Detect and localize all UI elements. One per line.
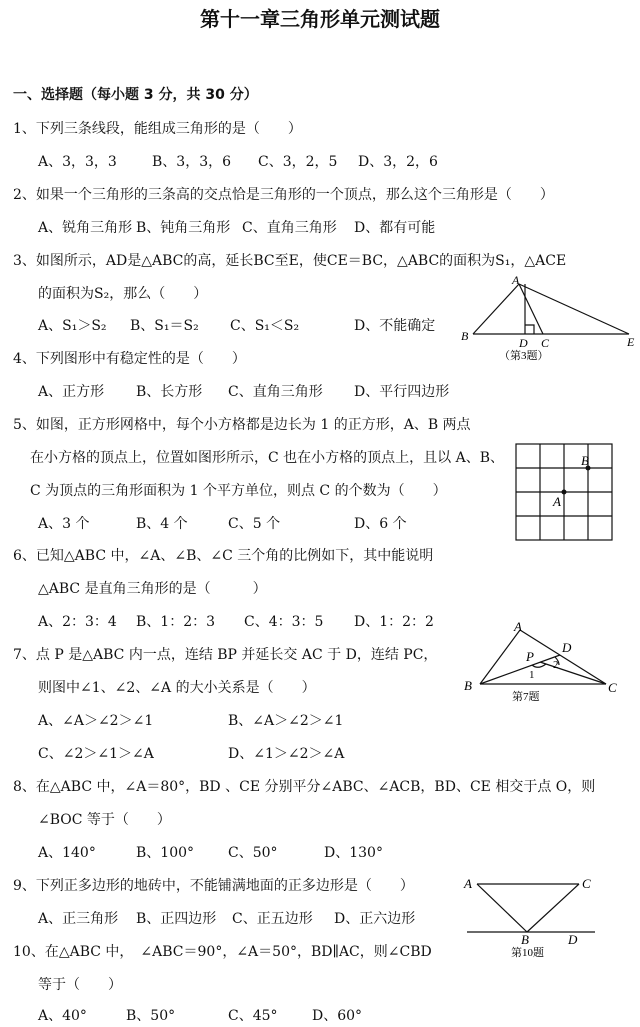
question-10-stem-line-1: 10、在△ABC 中， ∠ABC＝90°，∠A＝50°，BD∥AC，则∠CBD <box>13 944 432 960</box>
page-title: 第十一章三角形单元测试题 <box>200 7 440 31</box>
question-10-option-c: C、45° <box>228 1008 278 1024</box>
question-7-option-b: B、∠A＞∠2＞∠1 <box>228 713 344 729</box>
fig7-angle-1: 1 <box>529 669 535 681</box>
fig3-label-e: E <box>627 335 635 349</box>
question-9-option-d: D、正六边形 <box>334 911 416 927</box>
question-7-stem-line-2: 则图中∠1、∠2、∠A 的大小关系是（ ） <box>38 680 316 696</box>
question-5-stem-line-2: 在小方格的顶点上，位置如图形所示，C 也在小方格的顶点上，且以 A、B、 <box>30 450 505 466</box>
question-1-stem: 1、下列三条线段，能组成三角形的是（ ） <box>13 121 302 137</box>
question-7-option-a: A、∠A＞∠2＞∠1 <box>38 713 154 729</box>
figure-7-triangle-diagram <box>460 620 630 704</box>
fig5-label-b: B <box>581 453 589 468</box>
fig10-label-c: C <box>582 876 591 891</box>
fig5-label-a: A <box>553 494 561 509</box>
question-6-option-d: D、1：2：2 <box>354 614 434 630</box>
question-7-stem-line-1: 7、点 P 是△ABC 内一点，连结 BP 并延长交 AC 于 D，连结 PC， <box>13 647 438 663</box>
question-5-stem-line-1: 5、如图，正方形网格中，每个小方格都是边长为 1 的正方形，A、B 两点 <box>13 417 471 433</box>
fig10-label-b: B <box>521 932 529 947</box>
question-5-option-c: C、5 个 <box>228 516 281 532</box>
question-6-option-b: B、1：2：3 <box>136 614 216 630</box>
question-2-option-b: B、钝角三角形 <box>136 220 231 236</box>
question-1-option-d: D、3，2，6 <box>358 154 438 170</box>
question-6-stem-line-1: 6、已知△ABC 中，∠A、∠B、∠C 三个角的比例如下，其中能说明 <box>13 548 434 564</box>
question-8-option-d: D、130° <box>324 845 383 861</box>
question-3-option-d: D、不能确定 <box>354 318 436 334</box>
question-8-stem-line-1: 8、在△ABC 中，∠A＝80°，BD 、CE 分别平分∠ABC、∠ACB，BD、CE 相交于点 O，则 <box>13 779 596 795</box>
fig7-caption: 第7题 <box>512 691 540 703</box>
question-2-option-a: A、锐角三角形 <box>38 220 133 236</box>
question-3-stem-line-1: 3、如图所示，AD是△ABC的高，延长BC至E，使CE＝BC，△ABC的面积为S₁，△ACE <box>13 253 567 269</box>
question-9-option-c: C、正五边形 <box>232 911 313 927</box>
question-2-stem: 2、如果一个三角形的三条高的交点恰是三角形的一个顶点，那么这个三角形是（ ） <box>13 187 554 203</box>
fig3-label-d: D <box>519 336 528 350</box>
question-4-option-d: D、平行四边形 <box>354 384 450 400</box>
question-3-option-a: A、S₁＞S₂ <box>38 318 107 334</box>
question-6-option-a: A、2：3：4 <box>38 614 117 630</box>
question-5-option-b: B、4 个 <box>136 516 188 532</box>
fig10-caption: 第10题 <box>511 947 544 959</box>
question-4-option-c: C、直角三角形 <box>228 384 323 400</box>
fig3-label-a: A <box>512 273 520 287</box>
question-10-option-a: A、40° <box>38 1008 87 1024</box>
fig10-label-a: A <box>464 876 472 891</box>
question-10-stem-line-2: 等于（ ） <box>38 977 122 993</box>
fig7-label-c: C <box>608 680 617 695</box>
question-4-option-a: A、正方形 <box>38 384 105 400</box>
fig3-caption: （第3题） <box>499 350 549 362</box>
question-9-option-b: B、正四边形 <box>136 911 217 927</box>
fig7-label-a: A <box>514 619 522 634</box>
fig7-label-d: D <box>562 640 572 655</box>
fig3-label-c: C <box>541 336 550 350</box>
fig3-label-b: B <box>461 329 469 343</box>
question-4-option-b: B、长方形 <box>136 384 203 400</box>
question-2-option-c: C、直角三角形 <box>242 220 337 236</box>
question-1-option-b: B、3，3，6 <box>152 154 232 170</box>
question-8-option-a: A、140° <box>38 845 96 861</box>
question-3-option-b: B、S₁＝S₂ <box>130 318 199 334</box>
question-5-option-a: A、3 个 <box>38 516 90 532</box>
question-9-option-a: A、正三角形 <box>38 911 119 927</box>
question-2-option-d: D、都有可能 <box>354 220 436 236</box>
question-10-option-b: B、50° <box>126 1008 176 1024</box>
question-1-option-c: C、3，2，5 <box>258 154 338 170</box>
question-6-option-c: C、4：3：5 <box>244 614 324 630</box>
fig7-angle-2: 2 <box>553 659 559 671</box>
fig7-label-p: P <box>526 649 534 664</box>
question-7-option-c: C、∠2＞∠1＞∠A <box>38 746 154 762</box>
question-3-stem-line-2: 的面积为S₂，那么（ ） <box>38 286 208 302</box>
question-7-option-d: D、∠1＞∠2＞∠A <box>228 746 345 762</box>
question-9-stem: 9、下列正多边形的地砖中，不能铺满地面的正多边形是（ ） <box>13 878 414 894</box>
question-8-option-c: C、50° <box>228 845 278 861</box>
question-10-option-d: D、60° <box>312 1008 363 1024</box>
section-heading: 一、选择题（每小题 3 分，共 30 分） <box>13 87 258 103</box>
fig7-label-b: B <box>464 678 472 693</box>
figure-10-triangle-diagram <box>455 868 605 960</box>
question-8-option-b: B、100° <box>136 845 195 861</box>
figure-5-square-grid <box>515 443 615 543</box>
question-4-stem: 4、下列图形中有稳定性的是（ ） <box>13 351 246 367</box>
question-8-stem-line-2: ∠BOC 等于（ ） <box>38 812 171 828</box>
question-1-option-a: A、3，3，3 <box>38 154 117 170</box>
figure-3-triangle-diagram <box>455 272 640 367</box>
question-3-option-c: C、S₁＜S₂ <box>230 318 300 334</box>
question-5-stem-line-3: C 为顶点的三角形面积为 1 个平方单位，则点 C 的个数为（ ） <box>30 483 447 499</box>
question-6-stem-line-2: △ABC 是直角三角形的是（ ） <box>38 581 267 597</box>
fig10-label-d: D <box>568 932 578 947</box>
question-5-option-d: D、6 个 <box>354 516 407 532</box>
